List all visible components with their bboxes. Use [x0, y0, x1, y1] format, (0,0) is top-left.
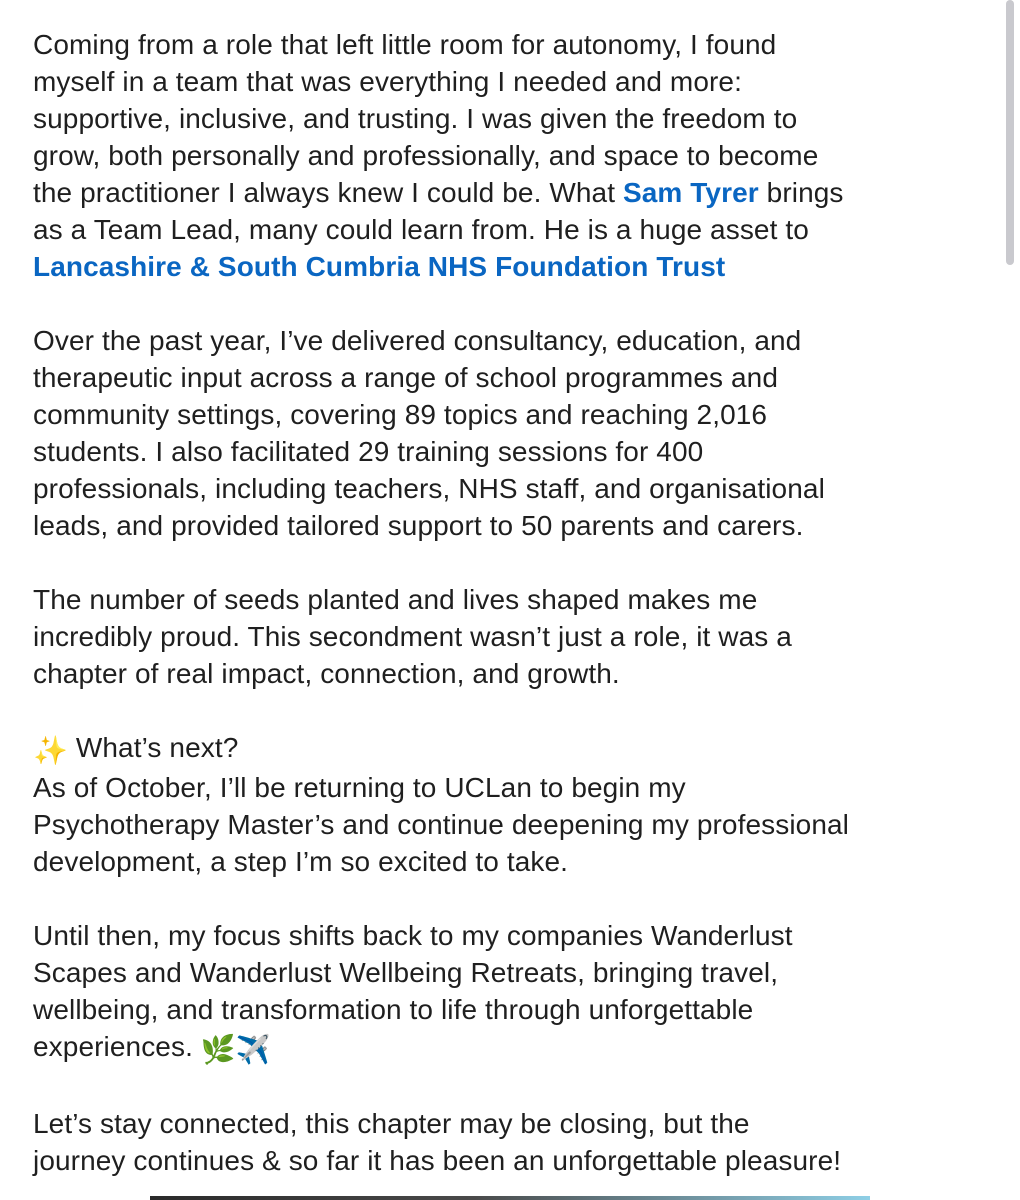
text-line	[33, 248, 998, 285]
text-segment: brings	[758, 177, 844, 208]
text-line: As of October, I’ll be returning to UCLan to begin my	[33, 772, 686, 803]
scrollbar-thumb[interactable]	[1006, 0, 1014, 265]
text-line: incredibly proud. This secondment wasn’t just a role, it was a	[33, 621, 792, 652]
text-segment: the practitioner I always knew I could be. What	[33, 177, 623, 208]
text-line: myself in a team that was everything I needed and more:	[33, 66, 742, 97]
paragraph-closing	[33, 1105, 998, 1179]
text-line: development, a step I’m so excited to take.	[33, 846, 569, 877]
text-line: The number of seeds planted and lives shaped makes me	[33, 584, 758, 615]
text-line: wellbeing, and transformation to life through unforgettable	[33, 994, 754, 1025]
text-line: journey continues & so far it has been an unforgettable pleasure!	[33, 1145, 842, 1176]
text-segment: What’s next?	[67, 732, 239, 763]
text-line	[33, 174, 998, 211]
herb-icon: 🌿	[200, 1034, 236, 1065]
whats-next-heading	[33, 729, 998, 769]
text-line: therapeutic input across a range of school programmes and	[33, 362, 779, 393]
text-line: leads, and provided tailored support to 50 parents and carers.	[33, 510, 804, 541]
paragraph-companies	[33, 917, 998, 1068]
paragraph-achievements	[33, 322, 998, 544]
text-line: students. I also facilitated 29 training sessions for 400	[33, 436, 704, 467]
paragraph-team-praise	[33, 26, 998, 285]
paragraph-pride	[33, 581, 998, 692]
text-line: supportive, inclusive, and trusting. I was given the freedom to	[33, 103, 798, 134]
text-line: Psychotherapy Master’s and continue deepening my professional	[33, 809, 849, 840]
paragraph-whats-next	[33, 729, 998, 880]
bottom-divider	[150, 1196, 870, 1200]
airplane-icon: ✈️	[235, 1034, 271, 1065]
text-segment: experiences.	[33, 1031, 201, 1062]
text-line: Coming from a role that left little room for autonomy, I found	[33, 29, 777, 60]
text-line: Over the past year, I’ve delivered consultancy, education, and	[33, 325, 802, 356]
post-body	[33, 26, 998, 1179]
text-line: as a Team Lead, many could learn from. He is a huge asset to	[33, 214, 809, 245]
text-line	[33, 1028, 998, 1068]
sparkles-icon: ✨	[33, 735, 68, 766]
text-line: community settings, covering 89 topics and reaching 2,016	[33, 399, 768, 430]
mention-sam-tyrer[interactable]: Sam Tyrer	[622, 177, 759, 208]
text-line: Scapes and Wanderlust Wellbeing Retreats, bringing travel,	[33, 957, 779, 988]
text-line: grow, both personally and professionally, and space to become	[33, 140, 819, 171]
text-line: Let’s stay connected, this chapter may be closing, but the	[33, 1108, 750, 1139]
text-line: Until then, my focus shifts back to my companies Wanderlust	[33, 920, 793, 951]
mention-lancashire-nhs-trust[interactable]: Lancashire & South Cumbria NHS Foundation Trust	[33, 251, 726, 282]
text-line: professionals, including teachers, NHS staff, and organisational	[33, 473, 825, 504]
text-line: chapter of real impact, connection, and growth.	[33, 658, 620, 689]
